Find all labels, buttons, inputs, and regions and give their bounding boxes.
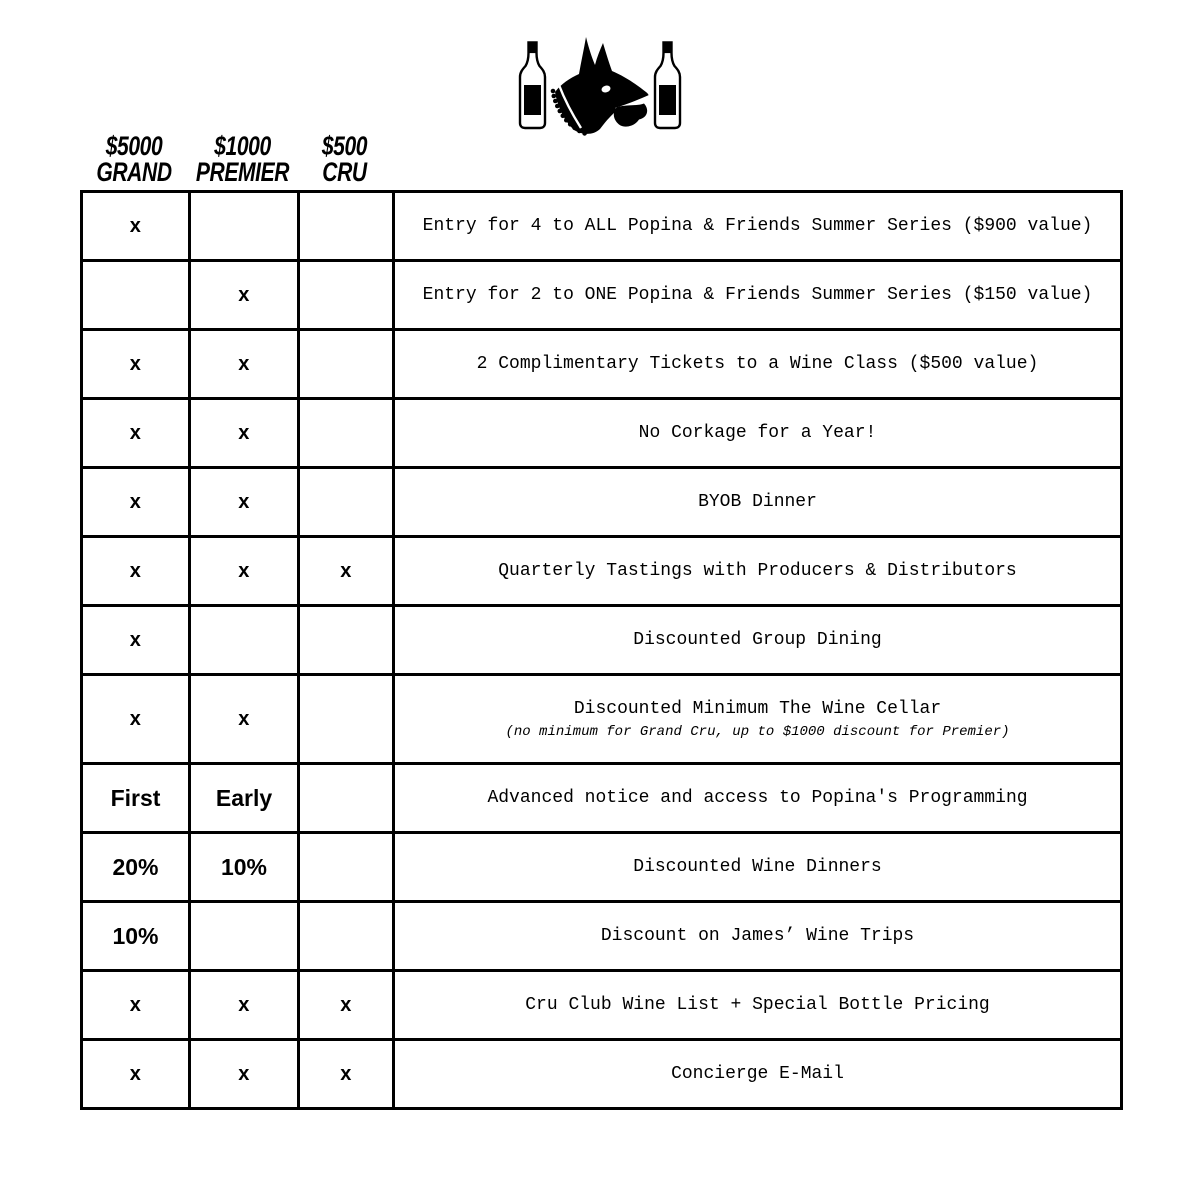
- tier-mark-cell: x: [190, 537, 299, 606]
- tier-header-grand: [92, 129, 176, 187]
- tier-mark-cell: [299, 902, 394, 971]
- tier-price: $500: [321, 131, 368, 161]
- tier-mark-cell: [190, 902, 299, 971]
- benefit-label: BYOB Dinner: [394, 468, 1122, 537]
- table-row: [82, 606, 1122, 675]
- tier-mark-cell: x: [299, 1040, 394, 1109]
- benefit-label: Discounted Wine Dinners: [394, 833, 1122, 902]
- tier-name: GRAND: [96, 157, 172, 187]
- logo: [500, 28, 700, 140]
- tier-mark-cell: x: [190, 330, 299, 399]
- tier-mark-cell: [299, 764, 394, 833]
- tier-mark-cell: [190, 192, 299, 261]
- table-row: [82, 675, 1122, 764]
- tier-mark-cell: [82, 261, 190, 330]
- tier-mark-cell: x: [190, 1040, 299, 1109]
- tier-mark-cell: [299, 261, 394, 330]
- tier-mark-cell: x: [190, 971, 299, 1040]
- benefit-label: Quarterly Tastings with Producers & Distributors: [394, 537, 1122, 606]
- tier-mark-cell: [299, 399, 394, 468]
- tier-mark-cell: x: [82, 468, 190, 537]
- table-row: [82, 330, 1122, 399]
- table-row: [82, 537, 1122, 606]
- tier-mark-cell: 10%: [190, 833, 299, 902]
- tier-name: PREMIER: [195, 157, 290, 187]
- benefit-label: Discount on James’ Wine Trips: [394, 902, 1122, 971]
- table-row: [82, 764, 1122, 833]
- tier-mark-cell: x: [190, 261, 299, 330]
- table-row: [82, 833, 1122, 902]
- benefit-label: Discounted Group Dining: [394, 606, 1122, 675]
- benefit-label: 2 Complimentary Tickets to a Wine Class ($500 value): [394, 330, 1122, 399]
- tier-mark-cell: [190, 606, 299, 675]
- tier-mark-cell: [299, 468, 394, 537]
- tier-mark-cell: [299, 675, 394, 764]
- tier-mark-cell: x: [299, 971, 394, 1040]
- tier-mark-cell: x: [82, 192, 190, 261]
- table-row: [82, 192, 1122, 261]
- tier-mark-cell: Early: [190, 764, 299, 833]
- wine-bottle-icon: [655, 42, 680, 128]
- tier-mark-cell: 10%: [82, 902, 190, 971]
- tier-mark-cell: x: [82, 1040, 190, 1109]
- tier-name: CRU: [322, 157, 367, 187]
- tier-mark-cell: x: [299, 537, 394, 606]
- benefit-label: No Corkage for a Year!: [394, 399, 1122, 468]
- tier-mark-cell: x: [190, 399, 299, 468]
- tier-mark-cell: [299, 192, 394, 261]
- dog-head-icon: [551, 37, 649, 136]
- table-row: [82, 399, 1122, 468]
- tier-header-cru: [307, 129, 381, 187]
- wine-bottle-icon: [520, 42, 545, 128]
- tier-mark-cell: First: [82, 764, 190, 833]
- benefit-title: Discounted Minimum The Wine Cellar: [573, 698, 942, 719]
- tier-mark-cell: [299, 330, 394, 399]
- benefit-label: [394, 675, 1122, 764]
- benefit-label: Entry for 2 to ONE Popina & Friends Summer Series ($150 value): [394, 261, 1122, 330]
- benefit-note: (no minimum for Grand Cru, up to $1000 discount for Premier): [505, 723, 1010, 740]
- tier-mark-cell: [299, 833, 394, 902]
- tier-mark-cell: 20%: [82, 833, 190, 902]
- table-row: [82, 971, 1122, 1040]
- benefit-label: Advanced notice and access to Popina's Programming: [394, 764, 1122, 833]
- tier-headers: [80, 129, 392, 187]
- table-row: [82, 902, 1122, 971]
- benefit-label: Cru Club Wine List + Special Bottle Pricing: [394, 971, 1122, 1040]
- table-row: [82, 1040, 1122, 1109]
- tier-mark-cell: x: [82, 675, 190, 764]
- benefit-label: Concierge E-Mail: [394, 1040, 1122, 1109]
- tier-mark-cell: x: [190, 675, 299, 764]
- tier-mark-cell: [299, 606, 394, 675]
- tier-price: $5000: [105, 131, 163, 161]
- tier-mark-cell: x: [82, 606, 190, 675]
- tier-mark-cell: x: [190, 468, 299, 537]
- tier-mark-cell: x: [82, 971, 190, 1040]
- benefit-label: Entry for 4 to ALL Popina & Friends Summer Series ($900 value): [394, 192, 1122, 261]
- tier-price: $1000: [214, 131, 271, 161]
- tier-mark-cell: x: [82, 330, 190, 399]
- benefits-table: [80, 190, 1123, 1110]
- tier-mark-cell: x: [82, 399, 190, 468]
- table-row: [82, 468, 1122, 537]
- tier-mark-cell: x: [82, 537, 190, 606]
- table-row: [82, 261, 1122, 330]
- tier-header-premier: [195, 129, 290, 187]
